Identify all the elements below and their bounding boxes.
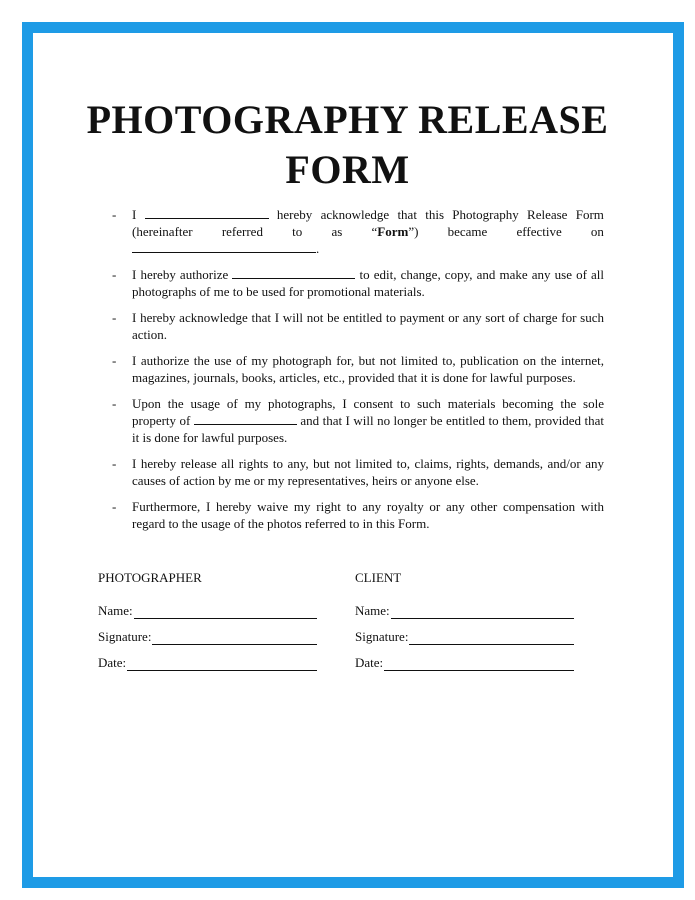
clause-text: to: [292, 224, 303, 239]
photographer-name-row: [98, 602, 317, 619]
signature-label: Signature:: [98, 629, 152, 644]
form-term-bold: Form: [377, 224, 409, 239]
client-name-row: [355, 602, 574, 619]
clause-text: Release: [527, 207, 568, 222]
photographer-date-field[interactable]: [127, 657, 317, 671]
clause-effective-date: [112, 206, 604, 257]
clause-line: [132, 223, 604, 240]
bullet-dash: -: [112, 456, 117, 471]
clause-text: I hereby acknowledge that I will not be entitled to payment or any sort of charge for such action.: [132, 310, 604, 342]
clause-list: [112, 206, 604, 541]
clause-text: I hereby release all rights to any, but not limited to, claims, rights, demands, and/or any causes of action by me or my representatives, heirs or anyone else.: [132, 456, 604, 488]
client-name-field[interactable]: [391, 605, 574, 619]
clause-text: .: [316, 241, 320, 256]
date-label: Date:: [98, 655, 127, 670]
owner-blank[interactable]: [194, 412, 297, 425]
photographer-heading: PHOTOGRAPHER: [98, 570, 202, 585]
clause-line: [132, 240, 604, 257]
name-label: Name:: [355, 603, 390, 618]
authorized-party-blank[interactable]: [232, 266, 355, 279]
clause-property: [112, 395, 604, 446]
photographer-signature-row: [98, 628, 317, 645]
bullet-dash: -: [112, 310, 117, 325]
clause-text: on: [590, 224, 604, 239]
photographer-name-field[interactable]: [134, 605, 317, 619]
quote-mark: “: [371, 224, 378, 239]
signature-label: Signature:: [355, 629, 409, 644]
form-title-line2: FORM: [285, 147, 410, 192]
clause-no-payment: [112, 309, 604, 343]
name-blank[interactable]: [145, 206, 269, 219]
clause-text: as: [331, 224, 343, 239]
bullet-dash: -: [112, 499, 117, 514]
clause-text: hereby: [276, 207, 313, 222]
clause-release: [112, 455, 604, 489]
form-term: [371, 223, 418, 240]
photographer-date-row: [98, 654, 317, 671]
client-signature-field[interactable]: [409, 631, 574, 645]
client-heading: CLIENT: [355, 570, 402, 585]
photographer-signature-field[interactable]: [152, 631, 317, 645]
client-signature-row: [355, 628, 574, 645]
client-date-row: [355, 654, 574, 671]
bullet-dash: -: [112, 207, 117, 222]
clause-text: that: [397, 207, 417, 222]
date-blank[interactable]: [132, 240, 316, 253]
clause-waive: [112, 498, 604, 532]
quote-mark: ”): [408, 224, 419, 239]
clause-text: I authorize the use of my photograph for, but not limited to, publication on the internet, magazines, journals, books, articles, etc., provided that it is done for lawful purposes.: [132, 353, 604, 385]
clause-text: Upon the usage of my photographs, I consent to such materials becoming the sole property of: [132, 396, 604, 428]
form-title-line1: PHOTOGRAPHY RELEASE: [86, 97, 609, 142]
clause-authorize: [112, 266, 604, 300]
name-label: Name:: [98, 603, 133, 618]
client-date-field[interactable]: [384, 657, 574, 671]
bullet-dash: -: [112, 353, 117, 368]
bullet-dash: -: [112, 396, 117, 411]
clause-text: became: [447, 224, 488, 239]
clause-text: this: [425, 207, 445, 222]
clause-text: (hereinafter: [132, 224, 193, 239]
clause-line: [132, 206, 604, 223]
clause-text: to edit, change, copy, and make any use of all photographs of me to be used for promotional materials.: [132, 267, 605, 299]
clause-usage: [112, 352, 604, 386]
clause-text: referred: [221, 224, 263, 239]
clause-text: and that I will no longer be entitled to them, provided that it is done for lawful purposes.: [132, 413, 604, 445]
clause-text: I: [132, 207, 137, 222]
clause-text: Form: [575, 207, 604, 222]
date-label: Date:: [355, 655, 384, 670]
clause-text: effective: [516, 224, 562, 239]
clause-text: acknowledge: [320, 207, 390, 222]
clause-text: Photography: [452, 207, 519, 222]
photographer-signature-block: [98, 569, 317, 680]
bullet-dash: -: [112, 267, 117, 282]
clause-text: Furthermore, I hereby waive my right to any royalty or any other compensation with regard to the usage of the photos referred to in this Form.: [132, 499, 604, 531]
clause-text: I hereby authorize: [132, 267, 229, 282]
client-signature-block: [355, 569, 574, 680]
